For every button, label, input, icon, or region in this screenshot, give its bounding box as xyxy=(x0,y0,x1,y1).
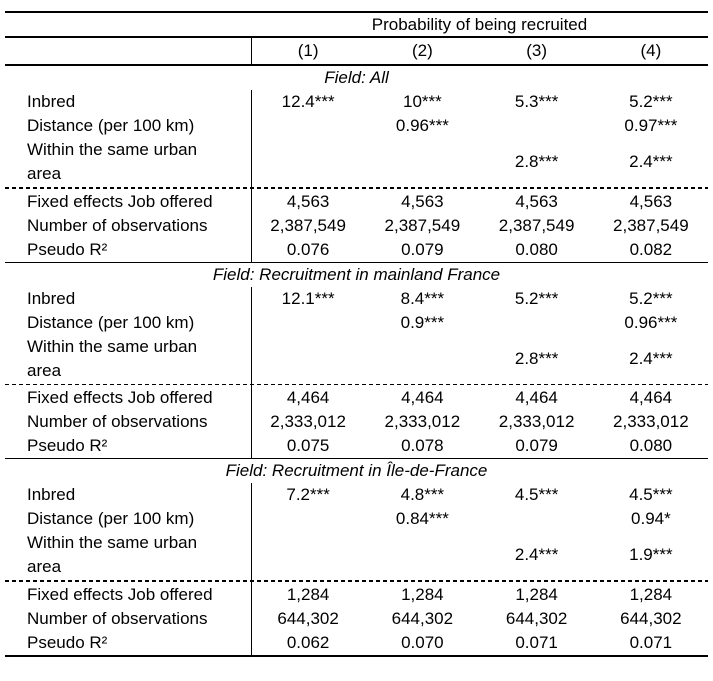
cell-value: 2,387,549 xyxy=(384,215,461,235)
row-label: Number of observations xyxy=(27,215,208,235)
column-divider xyxy=(251,90,252,262)
row-label: Inbred xyxy=(27,485,76,504)
table-row-observations xyxy=(5,607,708,631)
cell-value: 0.84*** xyxy=(395,509,449,528)
table-row-inbred xyxy=(5,90,708,114)
cell-value: 644,302 xyxy=(391,608,454,628)
table-row-pseudo-r2 xyxy=(5,238,708,262)
cell-value: 0.080 xyxy=(515,239,558,259)
table-title-row xyxy=(5,13,708,36)
cell-value: 5.2*** xyxy=(514,288,559,308)
row-label: Pseudo R² xyxy=(27,239,108,259)
table-row-urban xyxy=(5,138,708,186)
cell-value: 0.075 xyxy=(286,436,330,455)
cell-value: 1,284 xyxy=(515,584,558,604)
dashed-divider xyxy=(5,580,708,582)
table-row-fixed-effects xyxy=(5,583,708,607)
cell-value: 1,284 xyxy=(401,584,444,604)
row-label: Within the same urban area xyxy=(27,533,198,576)
cell-value: 4.8*** xyxy=(400,485,445,504)
cell-value: 4.5*** xyxy=(514,485,559,504)
cell-value: 0.076 xyxy=(286,239,330,259)
cell-value: 1.9*** xyxy=(629,545,673,564)
cell-value: 0.082 xyxy=(629,239,673,259)
panel-body-idf xyxy=(5,483,708,655)
column-header-row xyxy=(5,38,708,64)
cell-value: 2.8*** xyxy=(514,348,559,368)
table-row-observations xyxy=(5,410,708,434)
column-header-2: (2) xyxy=(411,41,433,60)
cell-value: 5.3*** xyxy=(514,92,559,111)
table-title: Probability of being recruited xyxy=(371,14,588,34)
cell-value: 2,333,012 xyxy=(498,412,575,431)
row-label: Fixed effects Job offered xyxy=(27,388,213,407)
cell-value: 1,284 xyxy=(286,584,330,604)
table-row-pseudo-r2 xyxy=(5,434,708,458)
table-row-urban xyxy=(5,531,708,579)
cell-value: 1,284 xyxy=(629,584,673,604)
cell-value: 4,563 xyxy=(515,191,558,211)
row-label: Within the same urban area xyxy=(27,336,198,380)
column-header-3: (3) xyxy=(526,41,548,60)
panel-title-idf: Field: Recruitment in Île-de-France xyxy=(225,461,488,480)
row-label: Inbred xyxy=(27,288,76,308)
table-row-fixed-effects xyxy=(5,190,708,214)
cell-value: 7.2*** xyxy=(286,485,330,504)
table-row-distance xyxy=(5,311,708,335)
cell-value: 644,302 xyxy=(277,608,339,628)
cell-value: 8.4*** xyxy=(400,288,445,308)
dashed-divider xyxy=(5,187,708,189)
cell-value: 2.4*** xyxy=(514,545,559,564)
table-row-inbred xyxy=(5,287,708,311)
cell-value: 2.4*** xyxy=(629,348,673,368)
row-label: Within the same urban area xyxy=(27,140,198,183)
cell-value: 4,464 xyxy=(629,388,673,407)
panel-body-all xyxy=(5,90,708,262)
table-row-observations xyxy=(5,214,708,238)
table-row-urban xyxy=(5,335,708,383)
panel-title-mainland: Field: Recruitment in mainland France xyxy=(212,264,501,284)
cell-value: 0.078 xyxy=(401,436,444,455)
table-row-inbred xyxy=(5,483,708,507)
column-divider xyxy=(251,38,252,64)
cell-value: 4,464 xyxy=(515,388,558,407)
row-label: Pseudo R² xyxy=(27,632,108,652)
row-label: Distance (per 100 km) xyxy=(27,509,195,528)
cell-value: 2,333,012 xyxy=(270,412,346,431)
horizontal-rule-bottom xyxy=(5,655,708,657)
cell-value: 0.071 xyxy=(629,632,673,652)
cell-value: 4,464 xyxy=(286,388,330,407)
cell-value: 2,387,549 xyxy=(613,215,689,235)
row-label: Distance (per 100 km) xyxy=(27,312,195,332)
cell-value: 0.97*** xyxy=(624,116,678,135)
cell-value: 0.079 xyxy=(515,436,558,455)
cell-value: 0.071 xyxy=(515,632,558,652)
table-row-distance xyxy=(5,507,708,531)
table-row-pseudo-r2 xyxy=(5,631,708,655)
row-label: Distance (per 100 km) xyxy=(27,116,195,135)
cell-value: 12.4*** xyxy=(281,92,335,111)
cell-value: 5.2*** xyxy=(629,288,673,308)
cell-value: 0.94* xyxy=(631,509,671,528)
cell-value: 0.080 xyxy=(629,436,673,455)
column-header-4: (4) xyxy=(640,41,662,60)
column-divider xyxy=(251,287,252,459)
table-row-distance xyxy=(5,114,708,138)
cell-value: 0.062 xyxy=(286,632,330,652)
cell-value: 12.1*** xyxy=(281,288,335,308)
cell-value: 0.070 xyxy=(401,632,444,652)
panel-body-mainland xyxy=(5,287,708,459)
cell-value: 0.96*** xyxy=(395,116,449,135)
row-label: Fixed effects Job offered xyxy=(27,191,213,211)
cell-value: 644,302 xyxy=(620,608,682,628)
cell-value: 5.2*** xyxy=(629,92,673,111)
cell-value: 2,333,012 xyxy=(613,412,689,431)
cell-value: 0.96*** xyxy=(624,312,678,332)
table-row-fixed-effects xyxy=(5,386,708,410)
row-label: Number of observations xyxy=(27,608,208,628)
cell-value: 4,563 xyxy=(401,191,444,211)
cell-value: 2.8*** xyxy=(514,152,559,171)
dashed-divider xyxy=(5,384,708,386)
row-label: Fixed effects Job offered xyxy=(27,584,213,604)
cell-value: 4,563 xyxy=(629,191,673,211)
cell-value: 4,464 xyxy=(401,388,444,407)
column-divider xyxy=(251,483,252,655)
column-header-1: (1) xyxy=(297,41,319,60)
cell-value: 4,563 xyxy=(286,191,330,211)
cell-value: 2.4*** xyxy=(629,152,673,171)
cell-value: 0.9*** xyxy=(400,312,445,332)
regression-table xyxy=(5,11,708,657)
cell-value: 2,333,012 xyxy=(384,412,461,431)
cell-value: 0.079 xyxy=(401,239,444,259)
row-label: Number of observations xyxy=(27,412,208,431)
cell-value: 4.5*** xyxy=(629,485,673,504)
cell-value: 10*** xyxy=(402,92,442,111)
panel-title-all: Field: All xyxy=(324,68,389,87)
cell-value: 2,387,549 xyxy=(270,215,346,235)
cell-value: 644,302 xyxy=(505,608,568,628)
cell-value: 2,387,549 xyxy=(498,215,575,235)
row-label: Inbred xyxy=(27,92,76,111)
row-label: Pseudo R² xyxy=(27,436,108,455)
